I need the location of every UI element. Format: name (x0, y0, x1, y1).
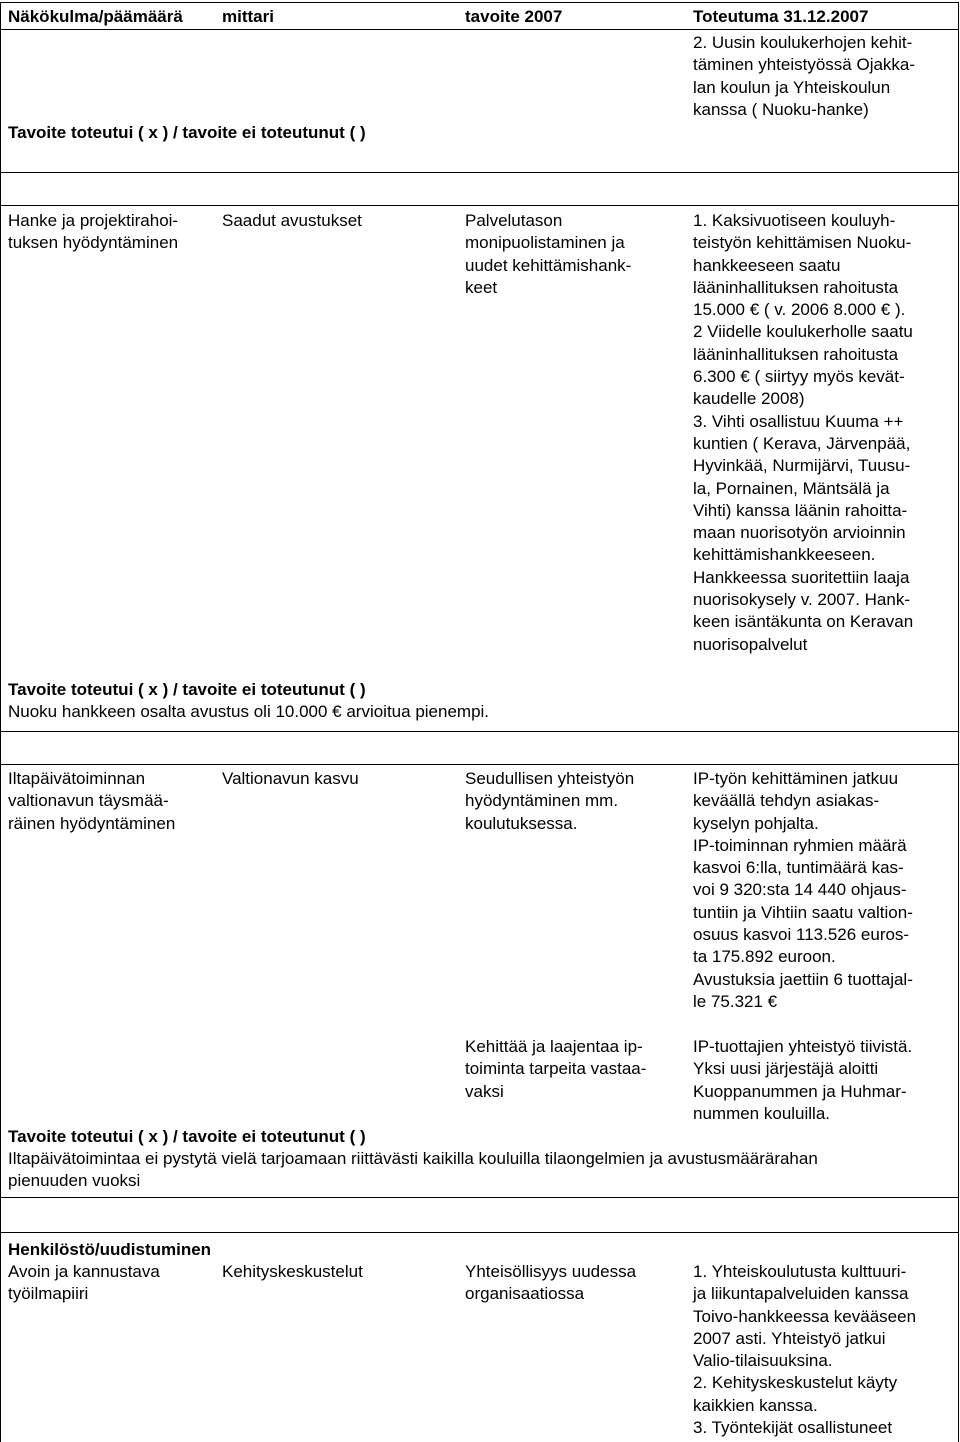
section2-perspective: Hanke ja projektirahoi- tuksen hyödyntäminen (8, 211, 179, 253)
section3-target-b: Kehittää ja laajentaa ip- toiminta tarpeita vastaa- vaksi (465, 1037, 647, 1101)
section2-note: Nuoku hankkeen osalta avustus oli 10.000 € arvioitua pienempi. (8, 702, 490, 721)
header-perspective: Näkökulma/päämäärä (8, 7, 183, 26)
section4-outcome: 1. Yhteiskoulutusta kulttuuri- ja liikuntapalveluiden kanssa Toivo-hankkeessa kevääseen 2007 asti. Yhteistyö jatkui Valio-tilaisuuksina. 2. Kehityskeskustelut käyty kaikkien kanssa. 3. Työntekijät osallistuneet (693, 1262, 917, 1438)
section2-metric: Saadut avustukset (222, 211, 362, 230)
section4-perspective: Avoin ja kannustava työilmapiiri (8, 1262, 160, 1304)
rule-4 (0, 764, 959, 765)
section2-status: Tavoite toteutui ( x ) / tavoite ei toteutunut ( ) (8, 680, 366, 699)
table-left-border (0, 2, 1, 1442)
table-right-border (958, 2, 959, 1442)
rule-header (0, 29, 959, 30)
section4-heading: Henkilöstö/uudistuminen (8, 1240, 212, 1259)
rule-3 (0, 731, 959, 732)
section3-outcome-b: IP-tuottajien yhteistyö tiivistä. Yksi uusi järjestäjä aloitti Kuoppanummen ja Huhmar- nummen kouluilla. (693, 1037, 913, 1123)
section3-perspective: Iltapäivätoiminnan valtionavun täysmää- räinen hyödyntäminen (8, 769, 176, 833)
rule-5 (0, 1197, 959, 1198)
section1-status: Tavoite toteutui ( x ) / tavoite ei toteutunut ( ) (8, 123, 366, 142)
header-target: tavoite 2007 (465, 7, 563, 26)
section4-metric: Kehityskeskustelut (222, 1262, 363, 1281)
rule-1 (0, 172, 959, 173)
rule-top (0, 2, 959, 3)
section1-outcome: 2. Uusin koulukerhojen kehit- täminen yhteistyössä Ojakka- lan koulun ja Yhteiskoulun kanssa ( Nuoku-hanke) (693, 33, 916, 119)
section2-target: Palvelutason monipuolistaminen ja uudet kehittämishank- keet (465, 211, 632, 297)
section3-metric: Valtionavun kasvu (222, 769, 359, 788)
section2-outcome: 1. Kaksivuotiseen kouluyh- teistyön kehittämisen Nuoku- hankkeeseen saatu lääninhallituksen rahoitusta 15.000 € ( v. 2006 8.000 € ). 2 Viidelle koulukerholle saatu lääninhallituksen rahoitusta 6.300 € ( siirtyy myös kevät- kaudelle 2008) 3. Vihti osallistuu Kuuma ++ kuntien ( Kerava, Järvenpää, Hyvinkää, Nurmijärvi, Tuusu- la, Pornainen, Mäntsälä ja Vihti) kanssa läänin rahoitta- maan nuorisotyön arvioinnin kehittämishankkeeseen. Hankkeessa suoritettiin laaja nuorisokysely v. 2007. Hank- keen isäntäkunta on Keravan nuorisopalvelut (693, 211, 914, 654)
section3-target-a: Seudullisen yhteistyön hyödyntäminen mm. koulutuksessa. (465, 769, 635, 833)
section4-target: Yhteisöllisyys uudessa organisaatiossa (465, 1262, 637, 1304)
header-metric: mittari (222, 7, 274, 26)
rule-2 (0, 205, 959, 206)
rule-6 (0, 1232, 959, 1233)
section3-status: Tavoite toteutui ( x ) / tavoite ei toteutunut ( ) (8, 1127, 366, 1146)
section3-note: Iltapäivätoimintaa ei pystytä vielä tarjoamaan riittävästi kaikilla kouluilla tilaongelmien ja avustusmäärärahan pienuuden vuoksi (8, 1149, 818, 1191)
section3-outcome-a: IP-työn kehittäminen jatkuu keväällä tehdyn asiakas- kyselyn pohjalta. IP-toiminnan ryhmien määrä kasvoi 6:lla, tuntimäärä kas- voi 9 320:sta 14 440 ohjaus- tuntiin ja Vihtiin saatu valtion- osuus kasvoi 113.526 euros- ta 175.892 euroon. Avustuksia jaettiin 6 tuottajal- le 75.321 € (693, 769, 913, 1011)
header-outcome: Toteutuma 31.12.2007 (693, 7, 869, 26)
